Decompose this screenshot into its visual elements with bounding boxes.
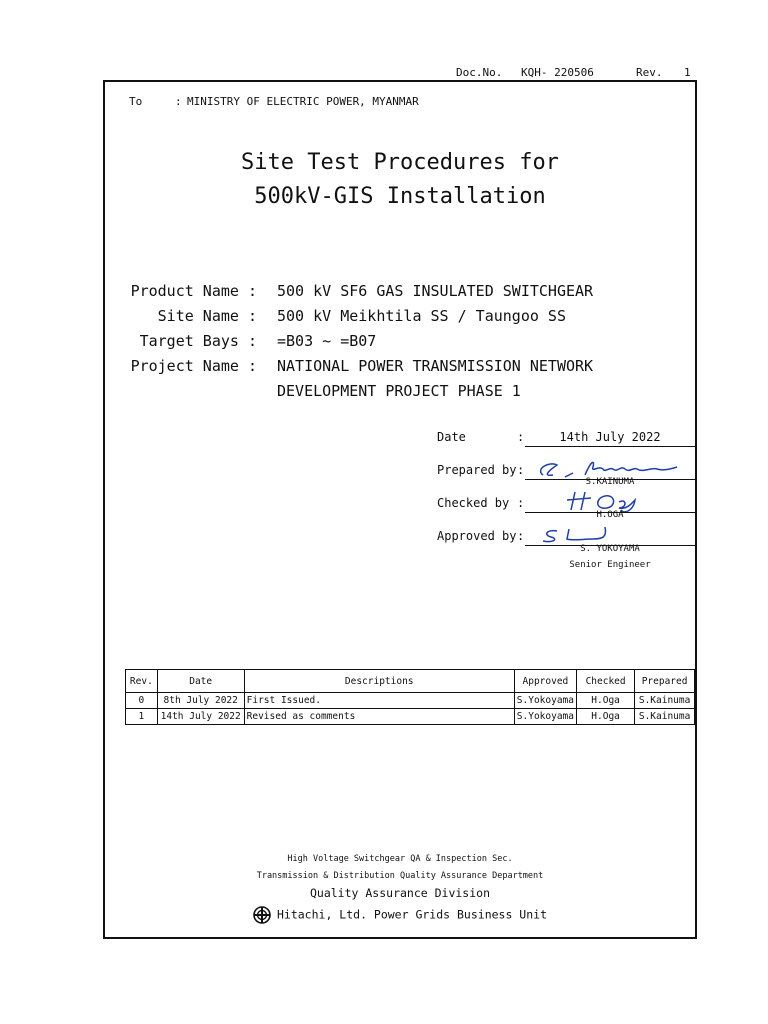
footer-department-name: Transmission & Distribution Quality Assurance Department	[256, 871, 544, 881]
col-header-date: Date	[157, 670, 244, 693]
project-name-row	[105, 357, 695, 379]
recipient-value: MINISTRY OF ELECTRIC POWER, MYANMAR	[187, 95, 419, 108]
hitachi-logo-icon	[253, 906, 271, 924]
cell-approved: S.Yokoyama	[514, 693, 576, 709]
target-bays-value: =B03 ~ =B07	[277, 332, 377, 350]
footer-company-name: Hitachi, Ltd. Power Grids Business Unit	[276, 907, 548, 922]
col-header-prepared: Prepared	[635, 670, 695, 693]
recipient-colon: :	[175, 95, 182, 108]
col-header-checked: Checked	[577, 670, 635, 693]
cell-description: First Issued.	[244, 693, 514, 709]
project-name-row-2	[105, 382, 695, 404]
document-title-line-2: 500kV-GIS Installation	[254, 184, 546, 209]
checked-by-row	[437, 496, 697, 520]
approved-by-row	[437, 529, 697, 570]
target-bays-label: Target Bays :	[139, 332, 257, 350]
checked-by-name: H.OGA	[596, 510, 624, 520]
col-header-approved: Approved	[514, 670, 576, 693]
checked-by-colon: :	[517, 496, 525, 510]
date-label: Date	[437, 430, 466, 444]
cell-prepared: S.Kainuma	[635, 693, 695, 709]
cell-checked: H.Oga	[577, 709, 635, 725]
approved-by-name: S. YOKOYAMA	[580, 544, 640, 554]
approved-by-colon: :	[517, 529, 525, 543]
approved-by-label: Approved by	[437, 529, 517, 543]
footer-section-name: High Voltage Switchgear QA & Inspection Sec.	[287, 854, 513, 864]
product-name-row	[105, 282, 695, 304]
footer-company-line	[105, 906, 695, 924]
table-row	[126, 693, 695, 709]
date-colon: :	[517, 430, 525, 444]
document-title-line-1: Site Test Procedures for	[241, 150, 559, 175]
product-name-label: Product Name :	[130, 282, 257, 300]
document-frame	[103, 80, 697, 939]
doc-no-value: KQH- 220506	[521, 66, 594, 79]
site-name-value: 500 kV Meikhtila SS / Taungoo SS	[277, 307, 566, 325]
cell-approved: S.Yokoyama	[514, 709, 576, 725]
cell-date: 8th July 2022	[157, 693, 244, 709]
project-name-label: Project Name :	[130, 357, 257, 375]
rev-value: 1	[684, 66, 691, 79]
cell-rev: 1	[126, 709, 158, 725]
date-value: 14th July 2022	[559, 430, 661, 444]
product-name-value: 500 kV SF6 GAS INSULATED SWITCHGEAR	[277, 282, 594, 300]
cell-description: Revised as comments	[244, 709, 514, 725]
target-bays-row	[105, 332, 695, 354]
revision-table	[125, 669, 695, 725]
rev-label: Rev.	[636, 66, 663, 79]
col-header-descriptions: Descriptions	[244, 670, 514, 693]
prepared-by-name: S.KAINUMA	[585, 477, 635, 487]
site-name-label: Site Name :	[157, 307, 257, 325]
checked-by-label: Checked by	[437, 496, 510, 510]
date-underline	[525, 446, 695, 447]
prepared-by-colon: :	[517, 463, 525, 477]
revision-table-header	[126, 670, 695, 693]
project-name-value-1: NATIONAL POWER TRANSMISSION NETWORK	[277, 357, 594, 375]
cell-rev: 0	[126, 693, 158, 709]
prepared-by-label: Prepared by	[437, 463, 517, 477]
footer-division-name: Quality Assurance Division	[309, 886, 490, 900]
prepared-by-row	[437, 463, 697, 487]
date-row	[437, 430, 697, 450]
cell-prepared: S.Kainuma	[635, 709, 695, 725]
doc-no-label: Doc.No.	[456, 66, 503, 79]
table-row	[126, 709, 695, 725]
recipient-label: To	[129, 95, 143, 108]
col-header-rev: Rev.	[126, 670, 158, 693]
recipient-line	[129, 95, 419, 108]
approved-by-title: Senior Engineer	[569, 560, 651, 570]
cell-checked: H.Oga	[577, 693, 635, 709]
site-name-row	[105, 307, 695, 329]
project-name-value-2: DEVELOPMENT PROJECT PHASE 1	[277, 382, 521, 400]
cell-date: 14th July 2022	[157, 709, 244, 725]
